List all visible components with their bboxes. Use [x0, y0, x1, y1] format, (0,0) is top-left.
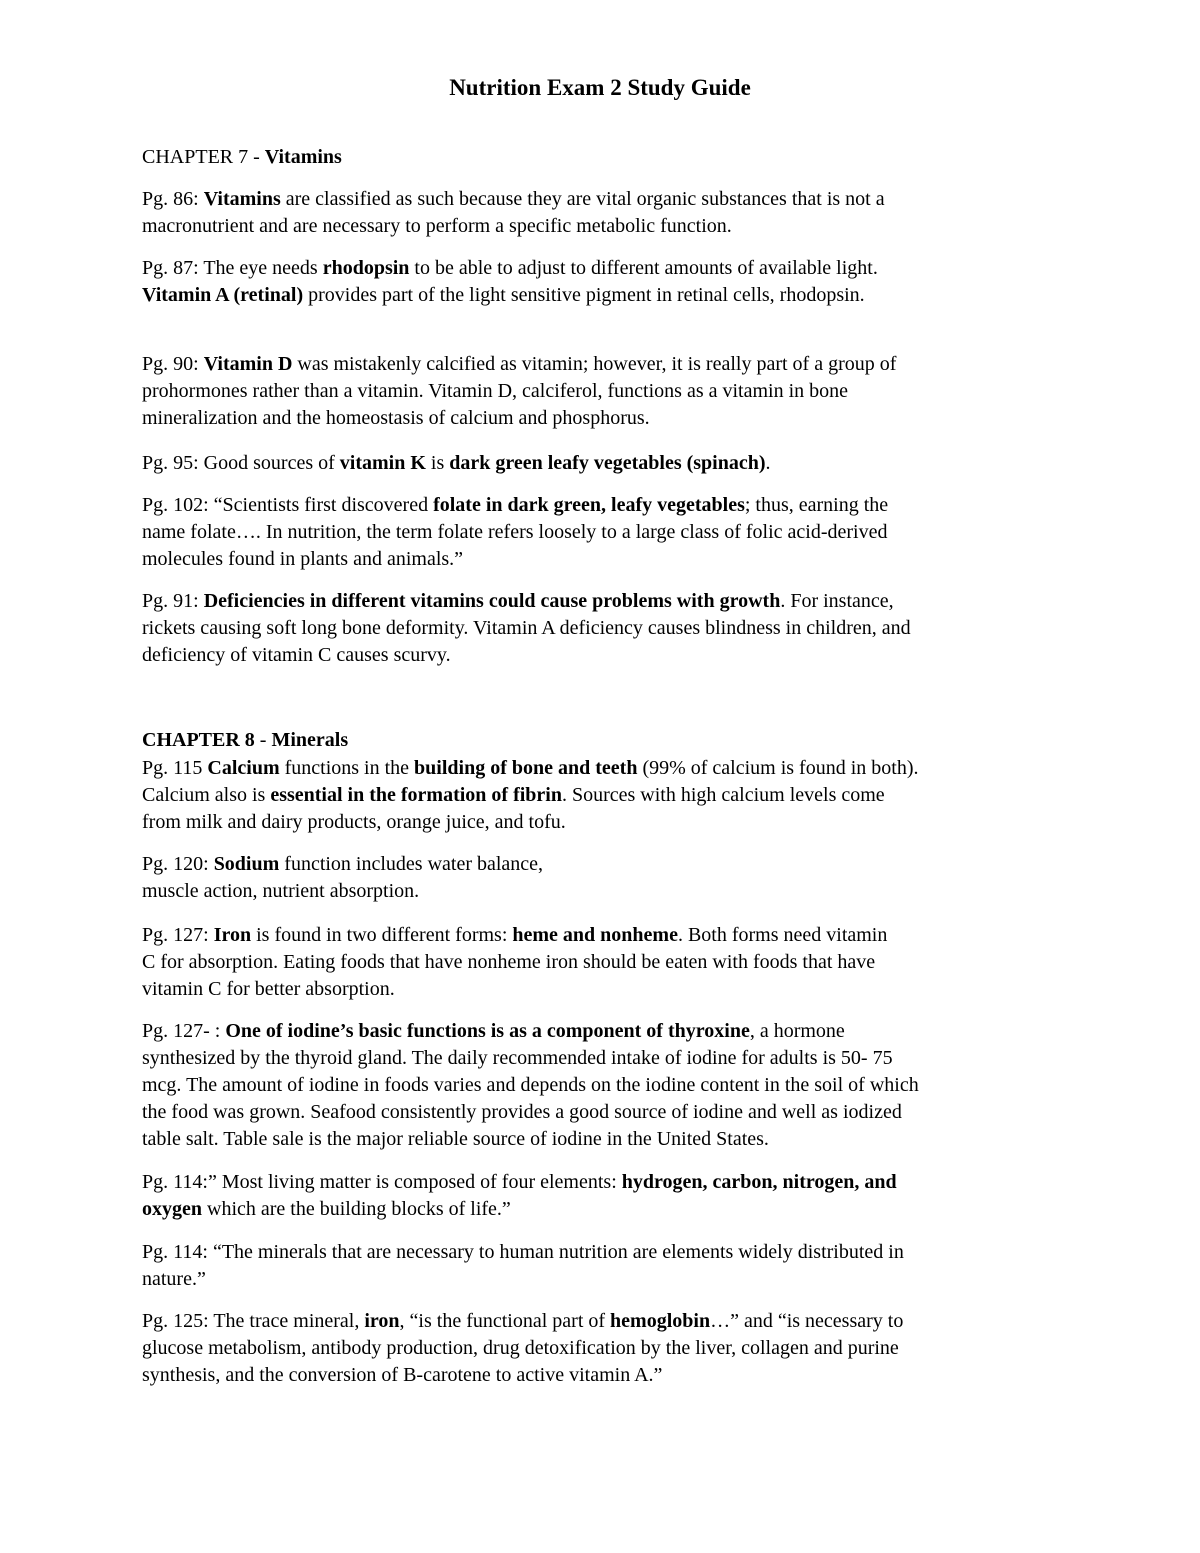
text-run: Pg. 127- :	[142, 1020, 226, 1042]
text-run: to be able to adjust to different amounts of available light.	[409, 257, 878, 279]
text-run: nature.”	[142, 1268, 206, 1290]
paragraph-elements-pg114	[142, 1169, 1062, 1223]
text-run: rickets causing soft long bone deformity. Vitamin A deficiency causes blindness in children, and	[142, 617, 911, 639]
text-run: Pg. 127:	[142, 924, 214, 946]
chapter-7-heading	[142, 144, 342, 171]
bold-text: hydrogen, carbon, nitrogen, and	[621, 1171, 897, 1193]
text-line	[142, 642, 1062, 669]
text-line	[142, 755, 1062, 782]
text-run: Pg. 120:	[142, 853, 214, 875]
paragraph-rhodopsin-pg87	[142, 255, 1062, 309]
text-line	[142, 1169, 1062, 1196]
text-line	[142, 213, 1062, 240]
text-line	[142, 1126, 1062, 1153]
text-line	[142, 1196, 1062, 1223]
text-run: synthesized by the thyroid gland. The daily recommended intake of iodine for adults is 50- 75	[142, 1047, 893, 1069]
text-run: prohormones rather than a vitamin. Vitamin D, calciferol, functions as a vitamin in bone	[142, 380, 849, 402]
text-run: Pg. 87: The eye needs	[142, 257, 323, 279]
text-run: Calcium also is	[142, 784, 271, 806]
text-line	[142, 851, 1062, 878]
text-run: vitamin C for better absorption.	[142, 978, 395, 1000]
bold-text: folate in dark green, leafy vegetables	[433, 494, 745, 516]
paragraph-deficiencies-pg91	[142, 588, 1062, 669]
bold-text: hemoglobin	[610, 1310, 711, 1332]
bold-text: Calcium	[207, 757, 280, 779]
text-run: which are the building blocks of life.”	[202, 1198, 511, 1220]
paragraph-vitamin-d-pg90	[142, 351, 1062, 432]
bold-text: One of iodine’s basic functions is as a component of thyroxine	[225, 1020, 750, 1042]
text-run: was mistakenly calcified as vitamin; however, it is really part of a group of	[292, 353, 897, 375]
text-line	[142, 976, 1062, 1003]
paragraph-minerals-pg114	[142, 1239, 1062, 1293]
chapter-7-separator: -	[248, 146, 265, 168]
text-run: , a hormone	[749, 1020, 845, 1042]
text-line	[142, 1239, 1062, 1266]
text-line	[142, 949, 1062, 976]
bold-text: essential in the formation of fibrin	[270, 784, 562, 806]
text-line	[142, 588, 1062, 615]
text-line	[142, 546, 1062, 573]
text-line	[142, 1266, 1062, 1293]
text-run: function includes water balance,	[279, 853, 544, 875]
text-line	[142, 519, 1062, 546]
text-line	[142, 1072, 1062, 1099]
text-run: .	[765, 452, 771, 474]
paragraph-folate-pg102	[142, 492, 1062, 573]
text-line	[142, 1045, 1062, 1072]
document-title: Nutrition Exam 2 Study Guide	[449, 75, 751, 100]
text-run: Pg. 86:	[142, 188, 204, 210]
paragraph-calcium-pg115	[142, 755, 1062, 836]
paragraph-sodium-pg120	[142, 851, 1062, 905]
paragraph-trace-iron-pg125	[142, 1308, 1062, 1389]
text-line	[142, 282, 1062, 309]
text-line	[142, 782, 1062, 809]
chapter-8-separator: -	[254, 729, 272, 751]
text-run: , “is the functional part of	[399, 1310, 611, 1332]
paragraph-iodine-pg127	[142, 1018, 1062, 1153]
text-run: glucose metabolism, antibody production, drug detoxification by the liver, collagen and purine	[142, 1337, 899, 1359]
bold-text: Vitamin A (retinal)	[142, 284, 304, 306]
text-line	[142, 922, 1062, 949]
paragraph-vitamin-k-pg95	[142, 450, 1062, 477]
bold-text: rhodopsin	[322, 257, 410, 279]
bold-text: Iron	[213, 924, 252, 946]
text-line	[142, 809, 1062, 836]
text-line	[142, 405, 1062, 432]
chapter-7-label: CHAPTER 7	[142, 146, 249, 168]
text-run: Pg. 90:	[142, 353, 204, 375]
text-run: Pg. 114:” Most living matter is composed of four elements:	[142, 1171, 622, 1193]
text-run: Pg. 95: Good sources of	[142, 452, 340, 474]
paragraph-iron-pg127	[142, 922, 1062, 1003]
text-run: from milk and dairy products, orange juice, and tofu.	[142, 811, 566, 833]
chapter-8-heading	[142, 727, 348, 754]
text-run: mineralization and the homeostasis of calcium and phosphorus.	[142, 407, 650, 429]
text-run: . Both forms need vitamin	[677, 924, 888, 946]
bold-text: heme and nonheme	[512, 924, 678, 946]
text-run: table salt. Table sale is the major reliable source of iodine in the United States.	[142, 1128, 769, 1150]
text-line	[142, 186, 1062, 213]
text-run: . For instance,	[780, 590, 894, 612]
bold-text: oxygen	[142, 1198, 202, 1220]
bold-text: Deficiencies in different vitamins could cause problems with growth	[203, 590, 781, 612]
text-run: macronutrient and are necessary to perform a specific metabolic function.	[142, 215, 732, 237]
text-line	[142, 255, 1062, 282]
text-line	[142, 351, 1062, 378]
text-run: Pg. 114: “The minerals that are necessary to human nutrition are elements widely distributed in	[142, 1241, 904, 1263]
text-run: provides part of the light sensitive pigment in retinal cells, rhodopsin.	[303, 284, 865, 306]
text-run: synthesis, and the conversion of B-carotene to active vitamin A.”	[142, 1364, 663, 1386]
chapter-8-label: CHAPTER 8	[142, 729, 255, 751]
paragraph-vitamins-pg86	[142, 186, 1062, 240]
text-line	[142, 1018, 1062, 1045]
text-run: ; thus, earning the	[744, 494, 889, 516]
text-line	[142, 1362, 1062, 1389]
chapter-8-name: Minerals	[271, 729, 349, 751]
text-run: deficiency of vitamin C causes scurvy.	[142, 644, 451, 666]
bold-text: dark green leafy vegetables (spinach)	[449, 452, 766, 474]
text-run: the food was grown. Seafood consistently provides a good source of iodine and well as iodized	[142, 1101, 902, 1123]
text-run: muscle action, nutrient absorption.	[142, 880, 420, 902]
text-line	[142, 878, 1062, 905]
bold-text: Sodium	[213, 853, 280, 875]
bold-text: iron	[364, 1310, 400, 1332]
text-run: is	[425, 452, 450, 474]
text-run: functions in the	[279, 757, 415, 779]
text-run: Pg. 115	[142, 757, 208, 779]
text-run: mcg. The amount of iodine in foods varies and depends on the iodine content in the soil of which	[142, 1074, 919, 1096]
bold-text: Vitamins	[203, 188, 281, 210]
bold-text: Vitamin D	[203, 353, 293, 375]
text-line	[142, 1335, 1062, 1362]
text-run: molecules found in plants and animals.”	[142, 548, 464, 570]
text-line	[142, 450, 1062, 477]
text-run: …” and “is necessary to	[710, 1310, 904, 1332]
text-run: Pg. 91:	[142, 590, 204, 612]
text-line	[142, 615, 1062, 642]
text-line	[142, 1308, 1062, 1335]
text-run: C for absorption. Eating foods that have nonheme iron should be eaten with foods that have	[142, 951, 876, 973]
text-run: Pg. 125: The trace mineral,	[142, 1310, 365, 1332]
text-run: are classified as such because they are vital organic substances that is not a	[280, 188, 885, 210]
text-run: (99% of calcium is found in both).	[637, 757, 919, 779]
text-line	[142, 1099, 1062, 1126]
bold-text: building of bone and teeth	[414, 757, 638, 779]
text-run: . Sources with high calcium levels come	[561, 784, 885, 806]
text-run: name folate…. In nutrition, the term folate refers loosely to a large class of folic acid-derived	[142, 521, 888, 543]
chapter-7-name: Vitamins	[264, 146, 342, 168]
text-line	[142, 492, 1062, 519]
bold-text: vitamin K	[339, 452, 426, 474]
text-run: Pg. 102: “Scientists first discovered	[142, 494, 434, 516]
text-line	[142, 378, 1062, 405]
text-run: is found in two different forms:	[251, 924, 513, 946]
